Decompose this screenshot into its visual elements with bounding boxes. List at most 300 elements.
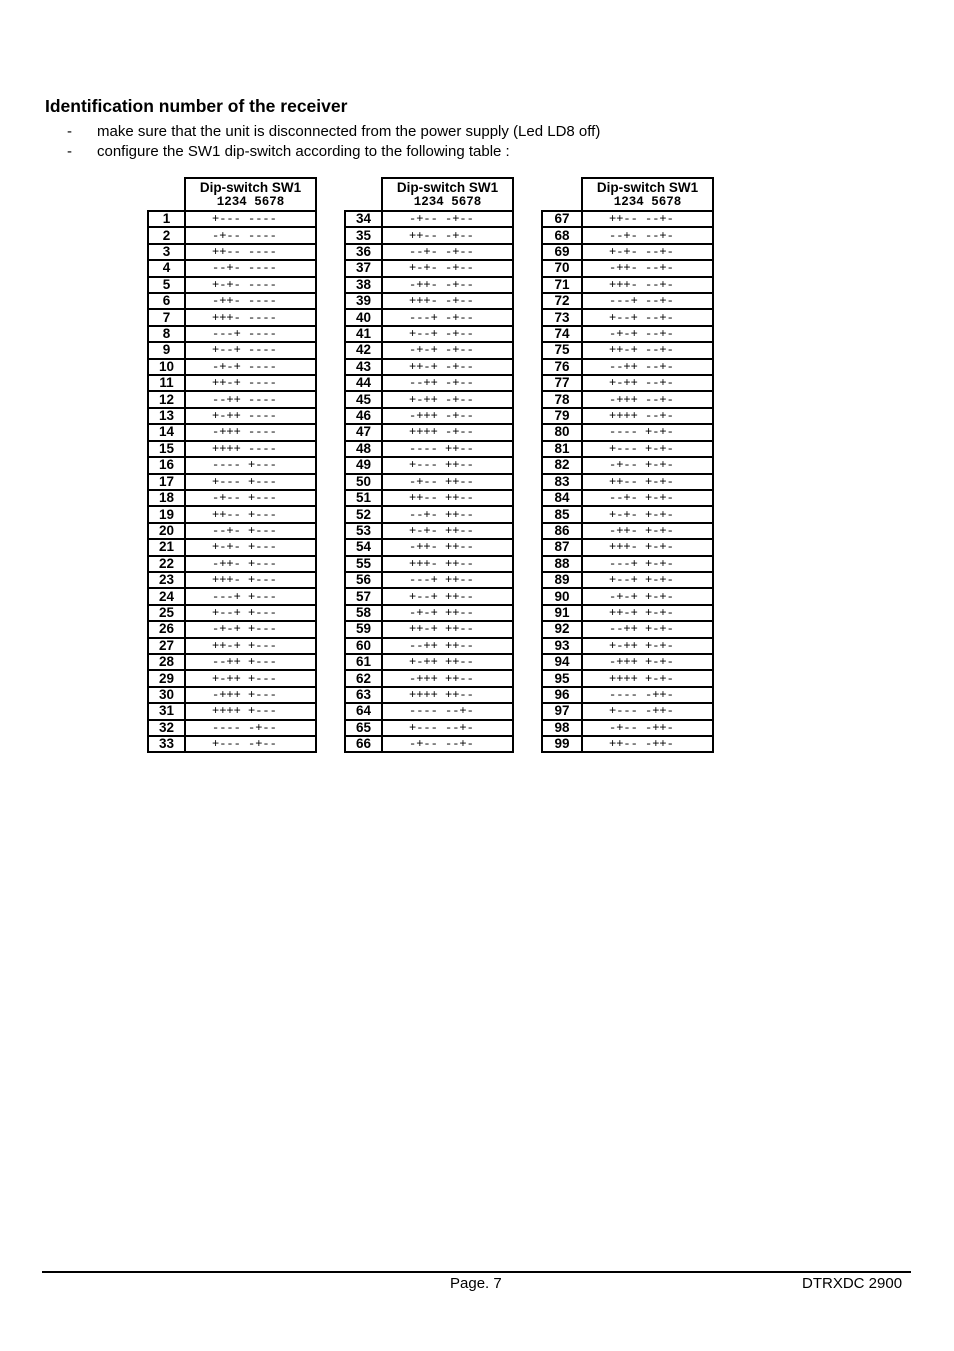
- id-number: 19: [148, 506, 185, 522]
- table-row: [148, 654, 316, 670]
- table-row: [345, 260, 513, 276]
- id-number: 74: [542, 326, 582, 342]
- table-row: [148, 359, 316, 375]
- table-row: [542, 474, 713, 490]
- switch-setting: +-+- -+--: [382, 260, 513, 276]
- id-number: 33: [148, 736, 185, 752]
- table-row: [148, 424, 316, 440]
- table-row: [345, 227, 513, 243]
- switch-setting: ++++ +---: [185, 703, 316, 719]
- switch-setting: --++ ----: [185, 391, 316, 407]
- switch-setting: -+-- ----: [185, 227, 316, 243]
- switch-setting: ---+ -+--: [382, 309, 513, 325]
- table-row: [345, 556, 513, 572]
- id-number: 83: [542, 474, 582, 490]
- id-number: 75: [542, 342, 582, 358]
- table-header: [382, 178, 513, 211]
- bullet-dash: -: [67, 142, 72, 160]
- switch-setting: +--+ ++--: [382, 588, 513, 604]
- table-row: [345, 309, 513, 325]
- id-number: 64: [345, 703, 382, 719]
- table-row: [542, 326, 713, 342]
- switch-setting: -+-- +---: [185, 490, 316, 506]
- table-row: [542, 703, 713, 719]
- switch-setting: +--- +---: [185, 474, 316, 490]
- page-title: Identification number of the receiver: [45, 96, 348, 116]
- table-row: [542, 736, 713, 752]
- table-row: [148, 309, 316, 325]
- table-row: [148, 227, 316, 243]
- switch-setting: ---+ +-+-: [582, 556, 713, 572]
- id-number: 85: [542, 506, 582, 522]
- switch-setting: -+-- ++--: [382, 474, 513, 490]
- table-row: [345, 572, 513, 588]
- table-row: [542, 556, 713, 572]
- id-number: 81: [542, 441, 582, 457]
- switch-setting: +--- -++-: [582, 703, 713, 719]
- switch-setting: +++- ----: [185, 309, 316, 325]
- table-row: [542, 457, 713, 473]
- switch-setting: ---+ ----: [185, 326, 316, 342]
- id-number: 22: [148, 556, 185, 572]
- id-number: 51: [345, 490, 382, 506]
- table-row: [148, 556, 316, 572]
- table-corner: [542, 178, 582, 211]
- table-row: [542, 506, 713, 522]
- table-row: [345, 375, 513, 391]
- id-number: 69: [542, 244, 582, 260]
- table-header: [185, 178, 316, 211]
- table-row: [345, 424, 513, 440]
- switch-setting: ++-- ++--: [382, 490, 513, 506]
- table-row: [345, 703, 513, 719]
- id-number: 55: [345, 556, 382, 572]
- table-row: [148, 391, 316, 407]
- id-number: 76: [542, 359, 582, 375]
- table-row: [345, 457, 513, 473]
- table-row: [345, 342, 513, 358]
- switch-setting: ---- -+--: [185, 720, 316, 736]
- switch-setting: -+++ +---: [185, 687, 316, 703]
- switch-setting: ++++ ----: [185, 441, 316, 457]
- switch-setting: ---+ +---: [185, 588, 316, 604]
- switch-setting: +-+- --+-: [582, 244, 713, 260]
- table-row: [148, 605, 316, 621]
- switch-setting: --++ +-+-: [582, 621, 713, 637]
- table-corner: [148, 178, 185, 211]
- table-row: [345, 359, 513, 375]
- table-row: [542, 638, 713, 654]
- switch-setting: ++-- +---: [185, 506, 316, 522]
- id-number: 71: [542, 277, 582, 293]
- id-number: 93: [542, 638, 582, 654]
- switch-setting: -+++ ----: [185, 424, 316, 440]
- id-number: 78: [542, 391, 582, 407]
- id-number: 6: [148, 293, 185, 309]
- table-row: [345, 506, 513, 522]
- table-row: [345, 687, 513, 703]
- model-name: DTRXDC 2900: [802, 1275, 903, 1292]
- switch-setting: ---- -++-: [582, 687, 713, 703]
- id-number: 89: [542, 572, 582, 588]
- switch-setting: +-++ +-+-: [582, 638, 713, 654]
- table-row: [148, 703, 316, 719]
- switch-setting: -+-+ ++--: [382, 605, 513, 621]
- id-number: 16: [148, 457, 185, 473]
- id-number: 50: [345, 474, 382, 490]
- id-number: 96: [542, 687, 582, 703]
- table-row: [542, 244, 713, 260]
- switch-setting: +++- ++--: [382, 556, 513, 572]
- table-row: [345, 490, 513, 506]
- switch-setting: ++++ -+--: [382, 424, 513, 440]
- switch-setting: +-+- ----: [185, 277, 316, 293]
- id-number: 68: [542, 227, 582, 243]
- table-row: [345, 293, 513, 309]
- switch-setting: +++- --+-: [582, 277, 713, 293]
- id-number: 82: [542, 457, 582, 473]
- id-number: 28: [148, 654, 185, 670]
- id-number: 62: [345, 670, 382, 686]
- id-number: 38: [345, 277, 382, 293]
- switch-setting: --++ --+-: [582, 359, 713, 375]
- table-row: [542, 375, 713, 391]
- table-row: [542, 277, 713, 293]
- id-number: 34: [345, 211, 382, 227]
- switch-setting: +--- -+--: [185, 736, 316, 752]
- table-row: [542, 408, 713, 424]
- id-number: 61: [345, 654, 382, 670]
- bullet-dash: -: [67, 123, 72, 140]
- table-row: [148, 506, 316, 522]
- table-row: [542, 490, 713, 506]
- id-number: 11: [148, 375, 185, 391]
- table-row: [345, 523, 513, 539]
- id-number: 57: [345, 588, 382, 604]
- switch-setting: ++-+ -+--: [382, 359, 513, 375]
- table-row: [542, 293, 713, 309]
- id-number: 53: [345, 523, 382, 539]
- table-row: [345, 670, 513, 686]
- id-number: 47: [345, 424, 382, 440]
- instruction-text: make sure that the unit is disconnected from the power supply (Led LD8 off): [97, 123, 601, 140]
- switch-setting: +--- +-+-: [582, 441, 713, 457]
- id-number: 97: [542, 703, 582, 719]
- table-row: [148, 375, 316, 391]
- table-row: [345, 211, 513, 227]
- switch-setting: ++-+ --+-: [582, 342, 713, 358]
- table-row: [148, 457, 316, 473]
- table-row: [345, 605, 513, 621]
- id-number: 43: [345, 359, 382, 375]
- table-row: [542, 539, 713, 555]
- dip-switch-table-1: [147, 177, 317, 753]
- switch-setting: +-++ +---: [185, 670, 316, 686]
- id-number: 56: [345, 572, 382, 588]
- switch-setting: ---- --+-: [382, 703, 513, 719]
- table-row: [542, 441, 713, 457]
- id-number: 54: [345, 539, 382, 555]
- header-bits: 1234 5678: [216, 194, 285, 209]
- switch-setting: ---+ ++--: [382, 572, 513, 588]
- switch-setting: ++-- ----: [185, 244, 316, 260]
- switch-setting: +-++ ----: [185, 408, 316, 424]
- instruction-item: [67, 122, 600, 142]
- switch-setting: +--- --+-: [382, 720, 513, 736]
- table-row: [542, 523, 713, 539]
- id-number: 65: [345, 720, 382, 736]
- switch-setting: --+- -+--: [382, 244, 513, 260]
- dip-switch-table-3: [541, 177, 714, 753]
- switch-setting: --+- --+-: [582, 227, 713, 243]
- id-number: 44: [345, 375, 382, 391]
- table-row: [542, 260, 713, 276]
- table-row: [345, 391, 513, 407]
- table-row: [542, 572, 713, 588]
- table-row: [542, 424, 713, 440]
- switch-setting: +++- +-+-: [582, 539, 713, 555]
- table-row: [542, 359, 713, 375]
- switch-setting: ++-+ +---: [185, 638, 316, 654]
- table-row: [148, 277, 316, 293]
- table-corner: [345, 178, 382, 211]
- table-row: [148, 523, 316, 539]
- table-row: [148, 736, 316, 752]
- id-number: 15: [148, 441, 185, 457]
- table-row: [148, 588, 316, 604]
- header-title: Dip-switch SW1: [596, 179, 699, 195]
- id-number: 13: [148, 408, 185, 424]
- switch-setting: -++- --+-: [582, 260, 713, 276]
- id-number: 88: [542, 556, 582, 572]
- id-number: 94: [542, 654, 582, 670]
- id-number: 8: [148, 326, 185, 342]
- id-number: 42: [345, 342, 382, 358]
- table-row: [148, 720, 316, 736]
- table-row: [542, 588, 713, 604]
- table-row: [148, 260, 316, 276]
- header-bits: 1234 5678: [413, 194, 482, 209]
- switch-setting: +-+- +---: [185, 539, 316, 555]
- header-bits: 1234 5678: [613, 194, 682, 209]
- switch-setting: -+++ +-+-: [582, 654, 713, 670]
- id-number: 36: [345, 244, 382, 260]
- table-row: [148, 621, 316, 637]
- table-row: [148, 572, 316, 588]
- switch-setting: --++ ++--: [382, 638, 513, 654]
- table-row: [148, 638, 316, 654]
- table-row: [345, 474, 513, 490]
- switch-setting: +-+- ++--: [382, 523, 513, 539]
- switch-setting: +++- +---: [185, 572, 316, 588]
- switch-setting: ++-- -++-: [582, 736, 713, 752]
- switch-setting: --+- ++--: [382, 506, 513, 522]
- switch-setting: -+-+ -+--: [382, 342, 513, 358]
- switch-setting: +--- ++--: [382, 457, 513, 473]
- switch-setting: -++- -+--: [382, 277, 513, 293]
- id-number: 29: [148, 670, 185, 686]
- switch-setting: ++-+ ++--: [382, 621, 513, 637]
- id-number: 92: [542, 621, 582, 637]
- table-row: [345, 244, 513, 260]
- id-number: 58: [345, 605, 382, 621]
- id-number: 10: [148, 359, 185, 375]
- id-number: 18: [148, 490, 185, 506]
- table-row: [542, 621, 713, 637]
- switch-setting: --++ -+--: [382, 375, 513, 391]
- id-number: 60: [345, 638, 382, 654]
- table-row: [542, 342, 713, 358]
- id-number: 66: [345, 736, 382, 752]
- table-row: [345, 326, 513, 342]
- switch-setting: +-++ -+--: [382, 391, 513, 407]
- switch-setting: -++- ----: [185, 293, 316, 309]
- switch-setting: +--- ----: [185, 211, 316, 227]
- table-row: [345, 720, 513, 736]
- header-title: Dip-switch SW1: [199, 179, 302, 195]
- switch-setting: -+-- -+--: [382, 211, 513, 227]
- table-row: [148, 342, 316, 358]
- table-row: [345, 408, 513, 424]
- id-number: 17: [148, 474, 185, 490]
- id-number: 1: [148, 211, 185, 227]
- id-number: 3: [148, 244, 185, 260]
- switch-setting: +--+ --+-: [582, 309, 713, 325]
- switch-setting: -+-- +-+-: [582, 457, 713, 473]
- table-row: [542, 654, 713, 670]
- switch-setting: +--+ +---: [185, 605, 316, 621]
- switch-setting: +--+ -+--: [382, 326, 513, 342]
- table-row: [345, 441, 513, 457]
- id-number: 12: [148, 391, 185, 407]
- switch-setting: +--+ ----: [185, 342, 316, 358]
- switch-setting: -++- +---: [185, 556, 316, 572]
- id-number: 35: [345, 227, 382, 243]
- id-number: 32: [148, 720, 185, 736]
- id-number: 77: [542, 375, 582, 391]
- switch-setting: -+-- --+-: [382, 736, 513, 752]
- id-number: 84: [542, 490, 582, 506]
- id-number: 31: [148, 703, 185, 719]
- id-number: 87: [542, 539, 582, 555]
- switch-setting: -+-+ +-+-: [582, 588, 713, 604]
- id-number: 7: [148, 309, 185, 325]
- id-number: 91: [542, 605, 582, 621]
- dip-switch-table-2: [344, 177, 514, 753]
- id-number: 5: [148, 277, 185, 293]
- id-number: 30: [148, 687, 185, 703]
- id-number: 63: [345, 687, 382, 703]
- switch-setting: ---- +---: [185, 457, 316, 473]
- id-number: 9: [148, 342, 185, 358]
- switch-setting: --++ +---: [185, 654, 316, 670]
- id-number: 27: [148, 638, 185, 654]
- table-row: [148, 539, 316, 555]
- instruction-item: [67, 142, 600, 162]
- id-number: 14: [148, 424, 185, 440]
- switch-setting: -+-+ +---: [185, 621, 316, 637]
- table-row: [345, 736, 513, 752]
- table-row: [345, 588, 513, 604]
- table-row: [345, 277, 513, 293]
- switch-setting: ---+ --+-: [582, 293, 713, 309]
- id-number: 21: [148, 539, 185, 555]
- id-number: 52: [345, 506, 382, 522]
- id-number: 73: [542, 309, 582, 325]
- switch-setting: -++- +-+-: [582, 523, 713, 539]
- id-number: 41: [345, 326, 382, 342]
- table-row: [542, 605, 713, 621]
- switch-setting: ++-- +-+-: [582, 474, 713, 490]
- switch-setting: ++-+ +-+-: [582, 605, 713, 621]
- id-number: 37: [345, 260, 382, 276]
- switch-setting: ---- ++--: [382, 441, 513, 457]
- switch-setting: -+++ -+--: [382, 408, 513, 424]
- switch-setting: ++++ --+-: [582, 408, 713, 424]
- table-row: [542, 309, 713, 325]
- switch-setting: ++-- --+-: [582, 211, 713, 227]
- table-row: [345, 539, 513, 555]
- switch-setting: --+- +---: [185, 523, 316, 539]
- switch-setting: +--+ +-+-: [582, 572, 713, 588]
- id-number: 59: [345, 621, 382, 637]
- switch-setting: --+- +-+-: [582, 490, 713, 506]
- table-row: [148, 490, 316, 506]
- id-number: 24: [148, 588, 185, 604]
- switch-setting: -+++ --+-: [582, 391, 713, 407]
- id-number: 2: [148, 227, 185, 243]
- table-row: [148, 326, 316, 342]
- id-number: 95: [542, 670, 582, 686]
- switch-setting: -+-+ --+-: [582, 326, 713, 342]
- instruction-list: [67, 122, 600, 161]
- switch-setting: ++++ +-+-: [582, 670, 713, 686]
- switch-setting: -+-- -++-: [582, 720, 713, 736]
- id-number: 39: [345, 293, 382, 309]
- id-number: 49: [345, 457, 382, 473]
- table-row: [148, 687, 316, 703]
- id-number: 48: [345, 441, 382, 457]
- table-row: [148, 244, 316, 260]
- table-row: [148, 211, 316, 227]
- table-header: [582, 178, 713, 211]
- table-row: [542, 211, 713, 227]
- switch-setting: -+-+ ----: [185, 359, 316, 375]
- table-row: [345, 638, 513, 654]
- id-number: 26: [148, 621, 185, 637]
- table-row: [148, 441, 316, 457]
- id-number: 45: [345, 391, 382, 407]
- id-number: 72: [542, 293, 582, 309]
- switch-setting: +-+- +-+-: [582, 506, 713, 522]
- table-row: [542, 670, 713, 686]
- id-number: 20: [148, 523, 185, 539]
- id-number: 86: [542, 523, 582, 539]
- id-number: 79: [542, 408, 582, 424]
- switch-setting: --+- ----: [185, 260, 316, 276]
- id-number: 40: [345, 309, 382, 325]
- id-number: 46: [345, 408, 382, 424]
- switch-setting: +++- -+--: [382, 293, 513, 309]
- switch-setting: -++- ++--: [382, 539, 513, 555]
- id-number: 4: [148, 260, 185, 276]
- switch-setting: ++-- -+--: [382, 227, 513, 243]
- table-row: [148, 670, 316, 686]
- id-number: 99: [542, 736, 582, 752]
- table-row: [148, 474, 316, 490]
- page-number: Page. 7: [450, 1275, 502, 1292]
- table-row: [542, 391, 713, 407]
